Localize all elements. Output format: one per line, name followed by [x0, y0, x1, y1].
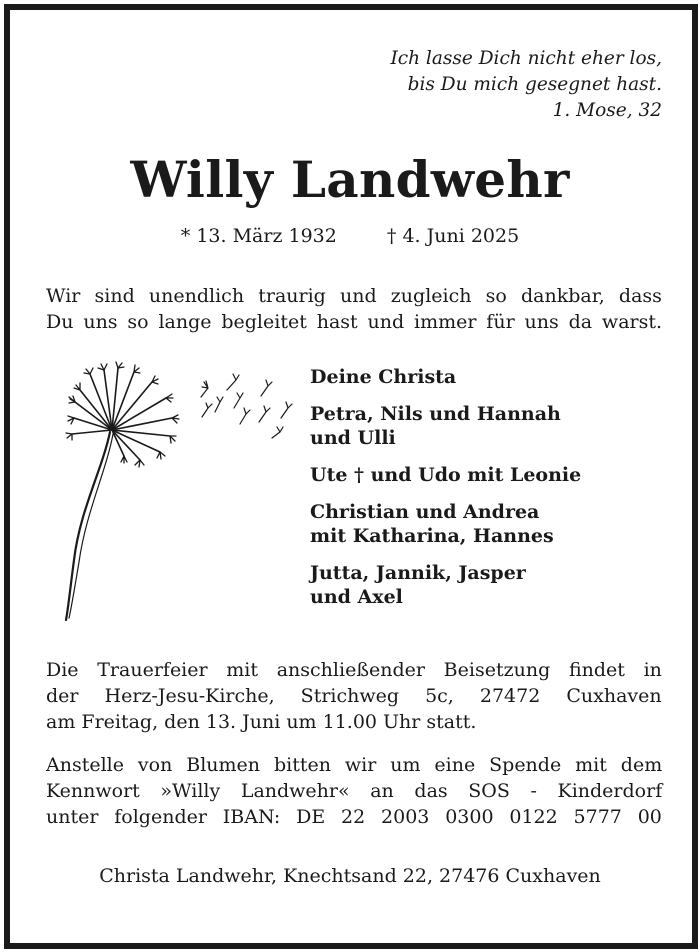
intro-line-1: Wir sind unendlich traurig und zugleich so dankbar, dass [46, 285, 662, 307]
family-line: Jutta, Jannik, Jasper [310, 562, 526, 584]
funeral-line-3: am Freitag, den 13. Juni um 11.00 Uhr statt. [46, 711, 477, 733]
verse-line-1: Ich lasse Dich nicht eher los, [390, 48, 662, 69]
family-line: mit Katharina, Hannes [310, 525, 554, 547]
family-line: Petra, Nils und Hannah [310, 403, 561, 425]
family-group-4 [310, 500, 581, 548]
donation-line-2: Kennwort »Willy Landwehr« an das SOS - Kinderdorf [46, 780, 663, 802]
donation-details [46, 752, 662, 830]
verse-line-2: bis Du mich gesegnet hast. [407, 74, 662, 95]
family-group-1 [310, 365, 581, 389]
contact-address: Christa Landwehr, Knechtsand 22, 27476 Cuxhaven [99, 865, 601, 887]
intro-line-2: Du uns so lange begleitet hast und immer für uns da warst. [46, 311, 663, 333]
birth-date: * 13. März 1932 [180, 225, 337, 247]
life-dates [0, 225, 700, 247]
donation-line-3: unter folgender IBAN: DE 22 2003 0300 0122 5777 00 [46, 806, 662, 828]
dandelion-illustration [60, 360, 300, 625]
family-group-2 [310, 402, 581, 450]
donation-line-1: Anstelle von Blumen bitten wir um eine Spende mit dem [46, 754, 663, 776]
funeral-line-1: Die Trauerfeier mit anschließender Beisetzung findet in [46, 659, 662, 681]
family-line: und Axel [310, 586, 403, 608]
family-group-5 [310, 561, 581, 609]
family-list [310, 365, 581, 622]
family-line: und Ulli [310, 427, 396, 449]
funeral-line-2: der Herz-Jesu-Kirche, Strichweg 5c, 27472 Cuxhaven [46, 685, 662, 707]
intro-text [46, 283, 662, 335]
funeral-details [46, 657, 662, 735]
bible-verse [390, 46, 662, 124]
family-line: Christian und Andrea [310, 501, 540, 523]
deceased-name: Willy Landwehr [130, 150, 570, 209]
family-line: Ute † und Udo mit Leonie [310, 464, 582, 486]
death-date: † 4. Juni 2025 [386, 225, 520, 247]
family-line: Deine Christa [310, 366, 457, 388]
family-group-3 [310, 463, 581, 487]
verse-reference: 1. Mose, 32 [552, 100, 662, 121]
